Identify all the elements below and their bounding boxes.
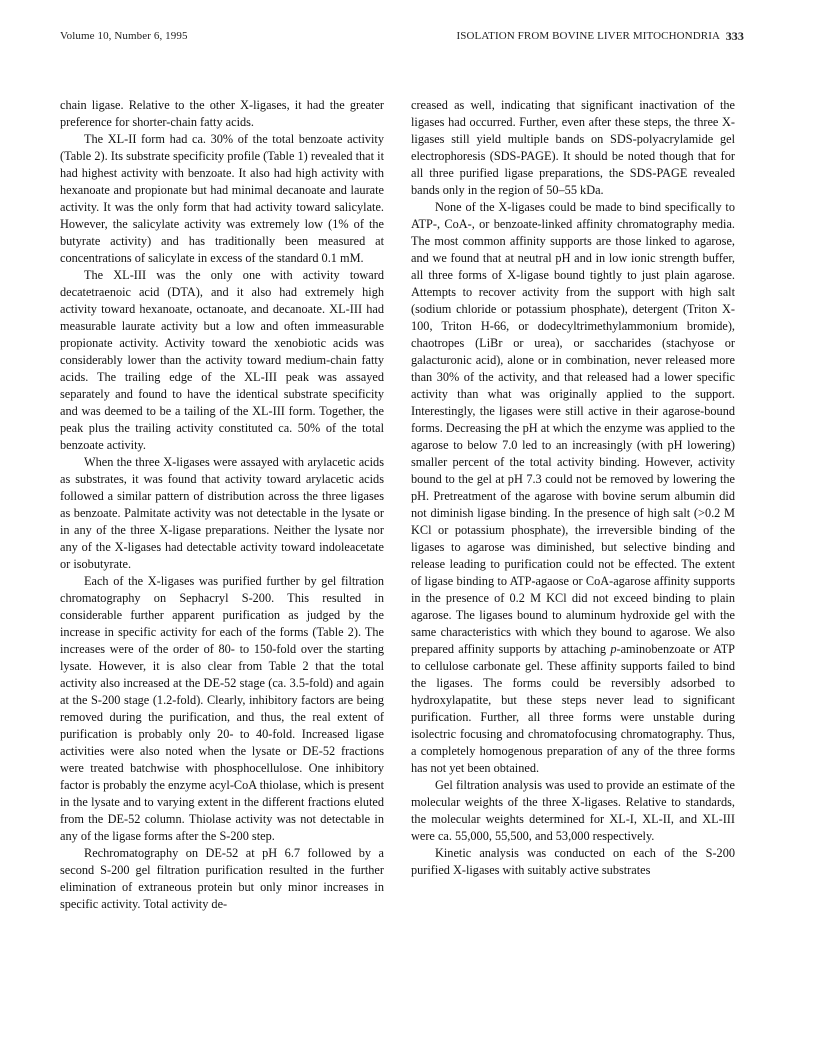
paragraph: Each of the X-ligases was purified further by gel filtration chromatography on Sephacryl S-200. This resulted in considerable further apparent purification as judged by the increase in specific activity for each of the forms (Table 2). The increases were of the order of 80- to 150-fold over the starting lysate. However, it is also clear from Table 2 that the total activity also increased at the DE-52 stage (ca. 3.5-fold) and again at the S-200 stage (1.2-fold). Clearly, inhibitory factors are being removed during the purification, and thus, the real extent of purification is probably only 20- to 40-fold. Increased ligase activities were also noted when the lysate or DE-52 fractions were treated batchwise with phosphocellulose. One inhibitory factor is probably the enzyme acyl-CoA thiolase, which is present in the lysate and to varying extent in the different fractions eluted from the DE-52 column. Thiolase activity was not detectable in any of the ligase forms after the S-200 step.: [60, 574, 384, 843]
paragraph-text: -aminobenzoate or ATP to cellulose carbonate gel. These affinity supports failed to bind the ligases. The forms could be reversibly adsorbed to hydroxylapatite, but these steps never lead to significant purification. Further, all three forms were unstable during isolectric focusing and chromatofocusing chromatography. Thus, a completely homogenous preparation of any of the three forms has not yet been obtained.: [411, 642, 735, 775]
paragraph-text: None of the X-ligases could be made to bind specifically to ATP-, CoA-, or benzoate-linked affinity chromatography media. The most common affinity supports are those linked to agarose, and we found that at neutral pH and in low ionic strength buffer, all three forms of X-ligase bound tightly to just plain agarose. Attempts to recover activity from the support with high salt (sodium chloride or potassium phosphate), detergent (Triton X-100, Triton H-66, or dodecyltrimethylammonium bromide), chaotropes (LiBr or urea), or saccharides (stachyose or galacturonic acid), alone or in combination, never released more than 30% of the activity, and that released had a lower specific activity than what was originally applied to the support. Interestingly, the ligases were still active in their agarose-bound forms. Decreasing the pH at which the enzyme was applied to the agarose to below 7.0 led to an increasingly (with pH lowering) smaller percent of the total activity binding. However, activity bound to the gel at pH 7.3 could not be removed by lowering the pH. Pretreatment of the agarose with bovine serum albumin did not diminish ligase binding. In the presence of high salt (>0.2 M KCl or potassium phosphate), the irreversible binding of the ligases to agarose was diminished, but selective binding and release leading to purification could not be effected. The extent of ligase binding to ATP-agaose or CoA-agarose affinity supports in the presence of 0.2 M KCl did not exceed binding to plain agarose. The ligases bound to aluminum hydroxide gel with the same characteristics with which they bound to agarose. We also prepared affinity supports by attaching: [411, 200, 735, 656]
paragraph: [411, 199, 735, 777]
page-header: [60, 30, 744, 46]
running-title: ISOLATION FROM BOVINE LIVER MITOCHONDRIA: [456, 30, 720, 42]
journal-volume-info: Volume 10, Number 6, 1995: [60, 30, 188, 42]
paragraph: creased as well, indicating that significant inactivation of the ligases had occurred. Further, even after these steps, the three X-ligases still yield multiple bands on SDS-polyacrylamide gel electrophoresis (SDS-PAGE). It should be noted though that for all three purified ligase preparations, the SDS-PAGE revealed bands only in the region of 50–55 kDa.: [411, 98, 735, 197]
paragraph: The XL-II form had ca. 30% of the total benzoate activity (Table 2). Its substrate specificity profile (Table 1) revealed that it had highest activity with benzoate. It also had high activity with hexanoate and propionate but had minimal decanoate and laurate activity. It was the only form that had activity toward salicylate. However, the salicylate activity was extremely low (1% of the butyrate activity) and has traditionally been measured at concentrations of salicylate in excess of the standard 0.1 mM.: [60, 132, 384, 265]
paragraph: chain ligase. Relative to the other X-ligases, it had the greater preference for shorter-chain fatty acids.: [60, 98, 384, 129]
paragraph: The XL-III was the only one with activity toward decatetraenoic acid (DTA), and it also had extremely high activity toward hexanoate, octanoate, and decanoate. XL-III had measurable laurate activity but a low and often immeasurable propionate activity. Activity toward the xenobiotic acids was considerably lower than the activity toward medium-chain fatty acids. The trailing edge of the XL-III peak was assayed separately and found to have the identical substrate specificity and was deemed to be a tailing of the XL-III form. Together, the peak plus the trailing activity constituted ca. 50% of the total benzoate activity.: [60, 268, 384, 452]
paragraph: Gel filtration analysis was used to provide an estimate of the molecular weights of the three X-ligases. Relative to standards, the molecular weights determined for XL-I, XL-II, and XL-III were ca. 55,000, 55,500, and 53,000 respectively.: [411, 778, 735, 843]
right-column: [411, 97, 735, 879]
paragraph: When the three X-ligases were assayed with arylacetic acids as substrates, it was found that activity toward arylacetic acids followed a similar pattern of distribution across the three ligases as benzoate. Palmitate activity was not detectable in the lysate or in any of the three X-ligase preparations. Neither the lysate nor any of the X-ligases had detectable activity toward indoleacetate or isobutyrate.: [60, 455, 384, 571]
page-number: 333: [725, 29, 744, 43]
left-column: [60, 97, 384, 913]
italic-prefix: p: [610, 642, 617, 656]
paragraph: Kinetic analysis was conducted on each of the S-200 purified X-ligases with suitably active substrates: [411, 846, 735, 877]
paragraph: Rechromatography on DE-52 at pH 6.7 followed by a second S-200 gel filtration purification resulted in the further elimination of extraneous protein but only minor increases in specific activity. Total activity de-: [60, 846, 384, 911]
